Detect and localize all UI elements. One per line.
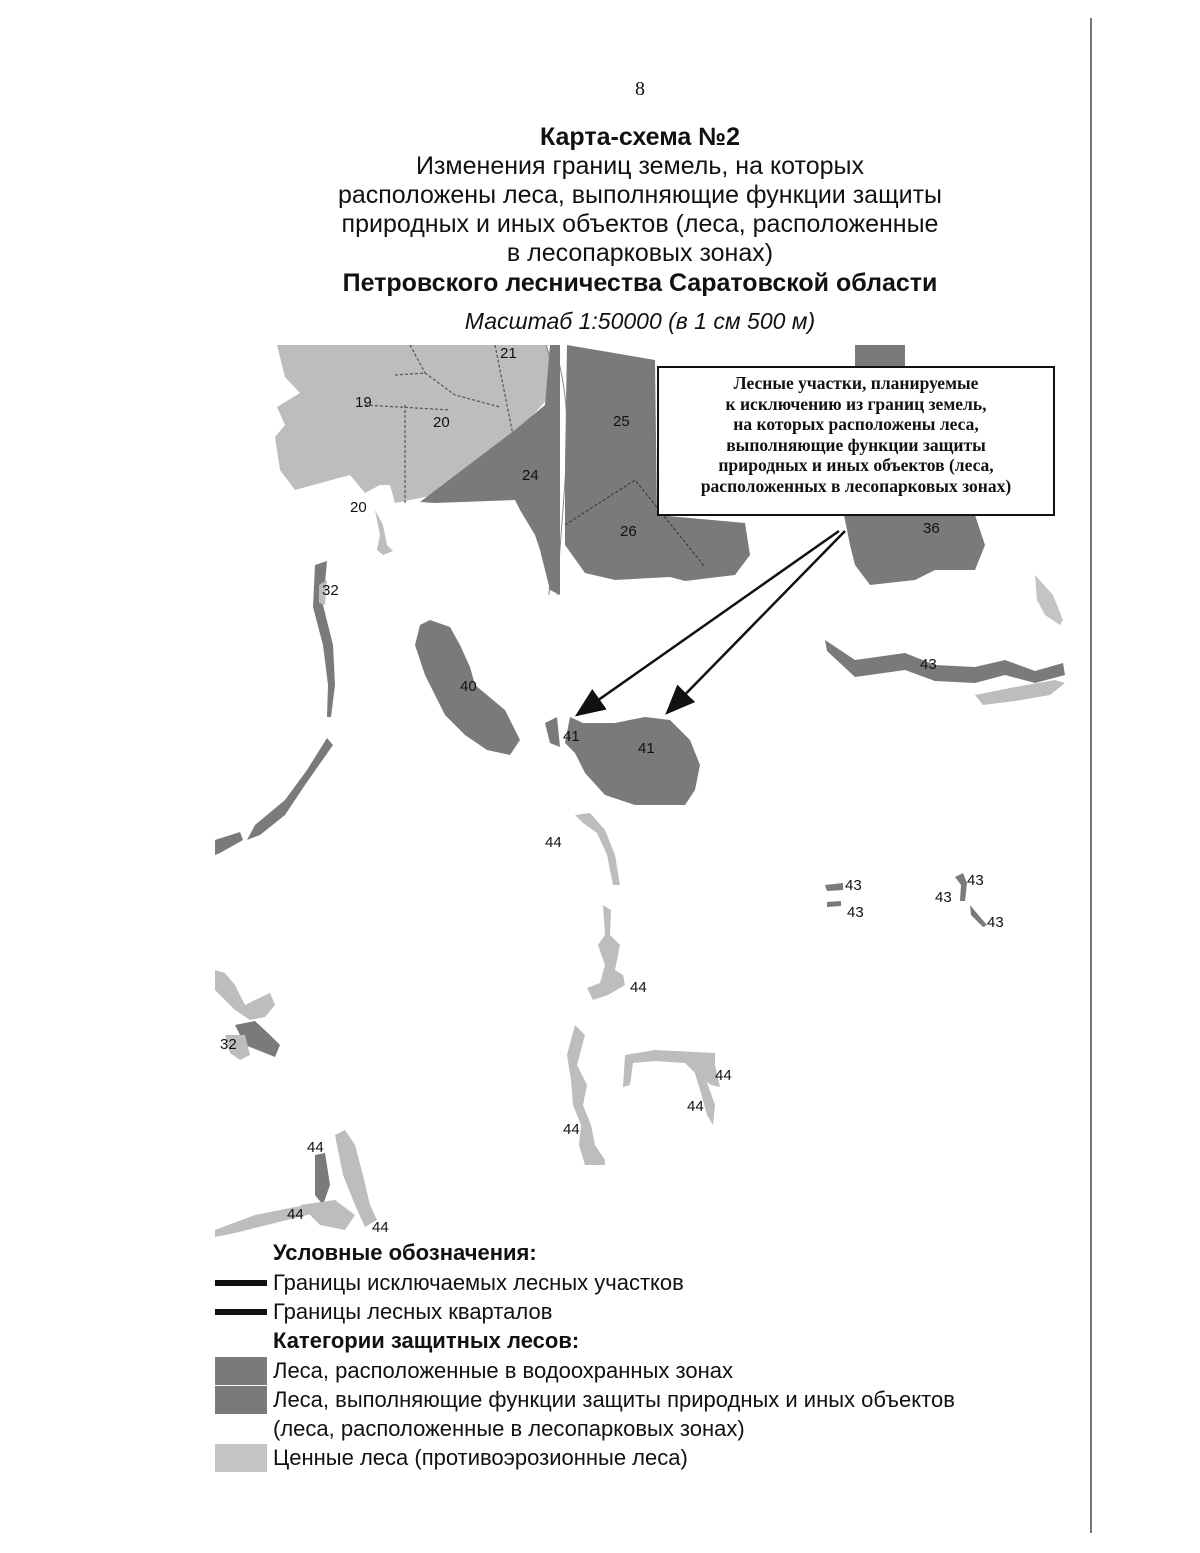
map-label: 43 <box>845 877 862 894</box>
legend-swatch <box>215 1386 267 1414</box>
forest-strip-44 <box>587 905 625 1000</box>
legend <box>215 1238 1075 1472</box>
map-label: 43 <box>847 904 864 921</box>
subtitle-line: расположены леса, выполняющие функции защиты <box>337 181 943 209</box>
callout-line: расположенных в лесопарковых зонах) <box>700 475 1012 496</box>
map-label: 43 <box>967 872 984 889</box>
legend-swatch <box>215 1444 267 1472</box>
legend-item <box>215 1297 1075 1326</box>
forest-quarter-41-small <box>545 717 560 747</box>
map-label: 32 <box>220 1036 237 1053</box>
map-label: 32 <box>322 582 339 599</box>
legend-label: Леса, расположенные в водоохранных зонах <box>273 1358 733 1383</box>
page-number: 8 <box>635 78 645 100</box>
legend-item <box>215 1385 1075 1443</box>
legend-swatch <box>215 1357 267 1385</box>
map-label: 41 <box>563 728 580 745</box>
map-title: Карта-схема №2 <box>539 123 741 151</box>
map-label: 21 <box>500 345 517 362</box>
subtitle-line: Изменения границ земель, на которых <box>416 152 864 180</box>
callout-line: к исключению из границ земель, <box>725 393 987 414</box>
map-label: 43 <box>935 889 952 906</box>
map-label: 43 <box>920 656 937 673</box>
map-label: 36 <box>923 520 940 537</box>
map-label: 44 <box>563 1121 580 1138</box>
map-label: 44 <box>715 1067 732 1084</box>
forestry-name: Петровского лесничества Саратовской области <box>342 269 938 297</box>
subtitle-line: в лесопарковых зонах) <box>506 239 774 267</box>
map-label: 25 <box>613 413 630 430</box>
legend-line-symbol <box>215 1309 267 1315</box>
title-block <box>240 122 1040 335</box>
map-label: 20 <box>433 414 450 431</box>
forest-area-dark <box>315 1153 330 1205</box>
legend-label: Ценные леса (противоэрозионные леса) <box>273 1445 688 1470</box>
legend-item <box>215 1443 1075 1472</box>
map-label: 44 <box>630 979 647 996</box>
legend-item <box>215 1356 1075 1385</box>
callout-line: выполняющие функции защиты <box>726 434 986 455</box>
forest-strip <box>247 738 333 840</box>
callout-line: на которых расположены леса, <box>733 414 979 434</box>
legend-label: Границы исключаемых лесных участков <box>273 1270 684 1295</box>
forest-area-light <box>300 1200 355 1230</box>
forest-area-light <box>1035 575 1063 625</box>
map-label: 44 <box>545 834 562 851</box>
subtitle-line: природных и иных объектов (леса, расположенные <box>341 210 939 238</box>
map-label: 26 <box>620 523 637 540</box>
page-edge-rule <box>1090 18 1092 1533</box>
forest-strip-44 <box>575 813 620 885</box>
forest-strip-44 <box>567 1025 605 1165</box>
map-label: 19 <box>355 394 372 411</box>
callout-line: природных и иных объектов (леса, <box>718 455 994 475</box>
map-label: 44 <box>687 1098 704 1115</box>
map-label: 44 <box>372 1219 389 1236</box>
forest-area-light <box>215 970 275 1020</box>
map-label: 44 <box>307 1139 324 1156</box>
legend-label-line: Леса, выполняющие функции защиты природных и иных объектов <box>273 1387 955 1412</box>
forest-strip <box>215 832 243 855</box>
callout-box <box>657 366 1055 516</box>
legend-label <box>273 1385 955 1443</box>
map-label: 43 <box>987 914 1004 931</box>
map-label: 44 <box>287 1206 304 1223</box>
map-label: 40 <box>460 678 477 695</box>
map-label: 41 <box>638 740 655 757</box>
legend-line-symbol <box>215 1280 267 1286</box>
legend-heading: Условные обозначения: <box>273 1240 537 1265</box>
forest-quarter-41 <box>565 717 700 805</box>
forest-area-light <box>375 510 393 555</box>
map-scale: Масштаб 1:50000 (в 1 см 500 м) <box>464 308 816 334</box>
legend-label: Границы лесных кварталов <box>273 1299 553 1324</box>
forest-strip-43 <box>825 640 1065 683</box>
forest-area-light <box>975 680 1065 705</box>
callout-line: Лесные участки, планируемые <box>733 373 979 393</box>
legend-item <box>215 1268 1075 1297</box>
map-label: 24 <box>522 467 539 484</box>
legend-label-line: (леса, расположенные в лесопарковых зонах) <box>273 1416 745 1441</box>
map-label: 20 <box>350 499 367 516</box>
legend-categories-heading: Категории защитных лесов: <box>273 1328 580 1353</box>
